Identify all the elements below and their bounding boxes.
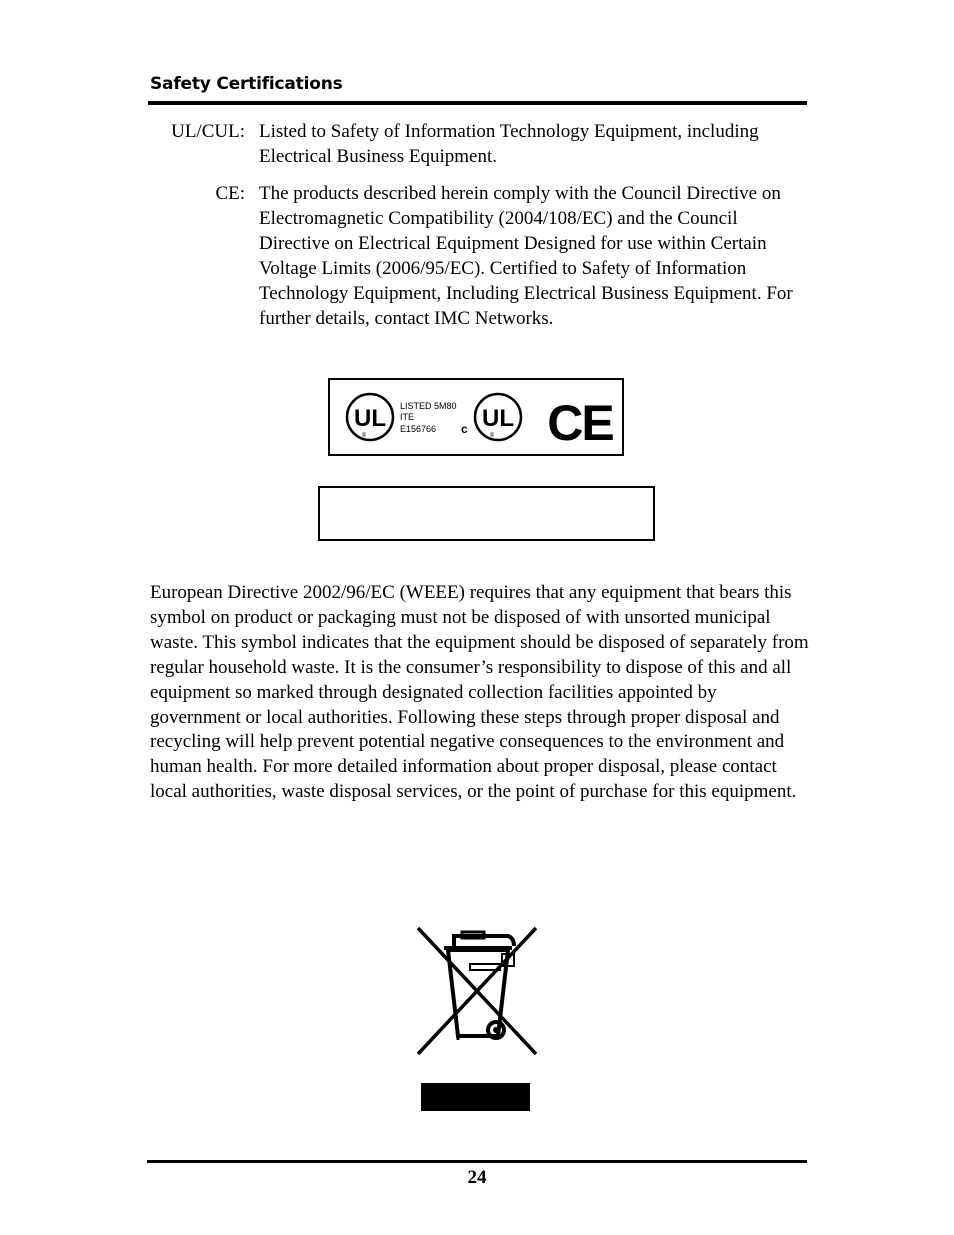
ul-logo-icon xyxy=(347,394,393,440)
cert-text: Listed to Safety of Information Technology Equipment, including Electrical Business Equipment. xyxy=(259,121,759,167)
listing-line-1: LISTED 5M80 xyxy=(400,401,457,411)
weee-symbol-bar xyxy=(421,1083,530,1111)
registered-mark: ® xyxy=(489,433,495,439)
cert-label: CE: xyxy=(215,183,245,204)
crossed-out-wheelie-bin-icon xyxy=(414,926,540,1058)
cert-text: The products described herein comply with the Council Directive on Electromagnetic Compatibility (2004/108/EC) and the Council Directive on Electrical Equipment Designed for use within Certain Voltage Limits (2006/95/EC). Certified to Safety of Information Technology Equipment, Including Electrical Business Equipment. For further details, contact IMC Networks. xyxy=(259,183,793,329)
canada-mark: c xyxy=(461,422,468,436)
bottom-rule xyxy=(147,1160,807,1163)
cert-label: UL/CUL: xyxy=(171,121,245,142)
ce-mark-icon: CE xyxy=(547,395,613,451)
page-number: 24 xyxy=(467,1167,487,1188)
cul-logo-icon xyxy=(475,394,521,440)
section-title: Safety Certifications xyxy=(150,74,343,94)
registered-mark: ® xyxy=(361,433,367,439)
blank-frame xyxy=(318,486,655,541)
top-rule xyxy=(148,101,807,105)
cul-mark: UL xyxy=(482,405,514,432)
listing-line-2: ITE xyxy=(400,412,415,422)
weee-paragraph: European Directive 2002/96/EC (WEEE) requires that any equipment that bears this symbol on product or packaging must not be disposed of with unsorted municipal waste. This symbol indicates that the equipment should be disposed of separately from regular household waste. It is the consumer’s responsibility to dispose of this and all equipment so marked through designated collection facilities appointed by government or local authorities. Following these steps through proper disposal and recycling will help prevent potential negative consequences to the environment and human health. For more detailed information about proper disposal, please contact local authorities, waste disposal services, or the point of purchase for this equipment. xyxy=(150,582,809,803)
certification-logos-graphic xyxy=(330,380,622,454)
ul-mark: UL xyxy=(354,405,386,432)
certification-logos xyxy=(328,378,624,456)
listing-line-3: E156766 xyxy=(400,424,437,434)
